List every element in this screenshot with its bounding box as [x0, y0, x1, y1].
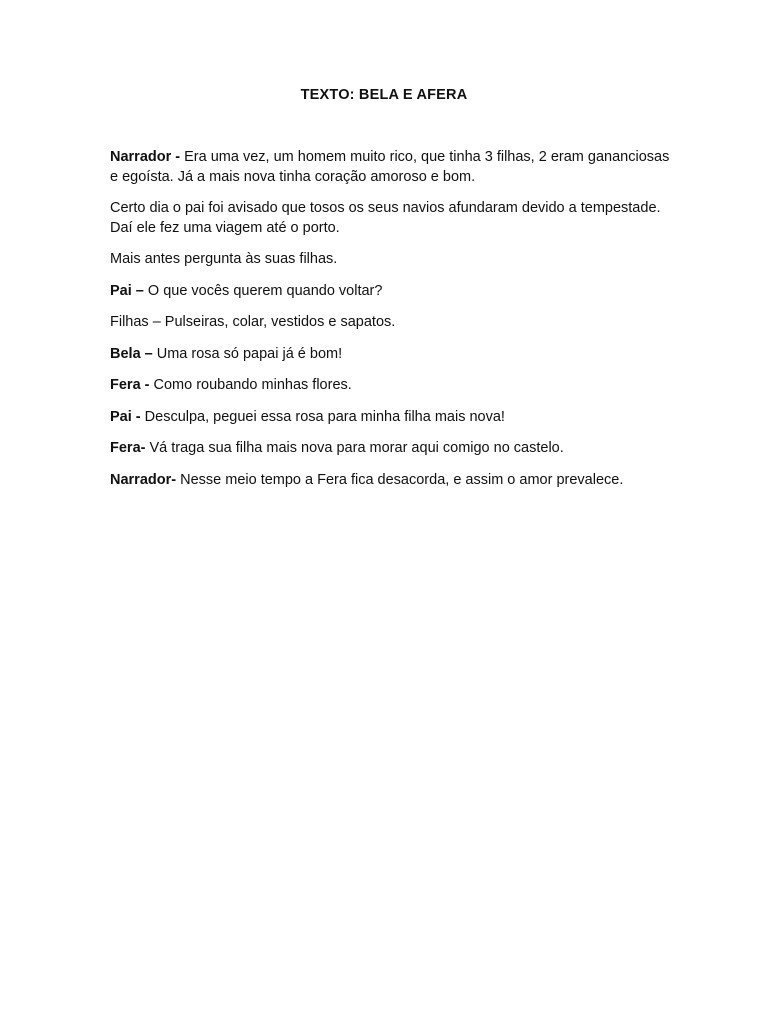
speaker-label: Fera-: [110, 440, 150, 456]
paragraph-text: Filhas – Pulseiras, colar, vestidos e sapatos.: [110, 314, 396, 330]
paragraph-text: Como roubando minhas flores.: [153, 377, 352, 393]
speaker-label: Pai –: [110, 282, 148, 299]
paragraph-text: Era uma vez, um homem muito rico, que tinha 3 filhas, 2 eram gananciosas e egoísta. Já a mais nova tinha coração amoroso e bom.: [110, 149, 670, 185]
paragraph-text: Desculpa, peguei essa rosa para minha filha mais nova!: [144, 408, 505, 425]
paragraph-filhas: [110, 313, 670, 333]
paragraph-narration: [110, 199, 670, 238]
speaker-label: Bela –: [110, 345, 157, 362]
speaker-label: Narrador -: [110, 149, 185, 165]
paragraph-narration: [110, 250, 670, 270]
speaker-label: Narrador-: [110, 471, 181, 488]
speaker-label: Fera -: [110, 377, 154, 393]
paragraph-pai-apology: [110, 408, 670, 428]
paragraph-text: Nesse meio tempo a Fera fica desacorda, e assim o amor prevalece.: [180, 471, 624, 488]
paragraph-text: Mais antes pergunta às suas filhas.: [110, 251, 338, 267]
paragraph-text: Uma rosa só papai já é bom!: [156, 345, 343, 362]
paragraph-text: O que vocês querem quando voltar?: [147, 282, 383, 299]
paragraph-text: Certo dia o pai foi avisado que tosos os seus navios afundaram devido a tempestade. Daí ele fez uma viagem até o porto.: [110, 200, 661, 236]
paragraph-fera: [110, 376, 670, 396]
paragraph-text: Vá traga sua filha mais nova para morar aqui comigo no castelo.: [149, 440, 564, 456]
document-body: [110, 148, 670, 502]
paragraph-fera-demand: [110, 439, 670, 459]
document-title: TEXTO: BELA E AFERA: [300, 87, 468, 103]
paragraph-narrador-ending: [110, 471, 670, 491]
speaker-label: Pai -: [110, 408, 145, 425]
paragraph-bela: [110, 345, 670, 365]
paragraph-narrador-intro: [110, 148, 670, 187]
paragraph-pai-question: [110, 282, 670, 302]
